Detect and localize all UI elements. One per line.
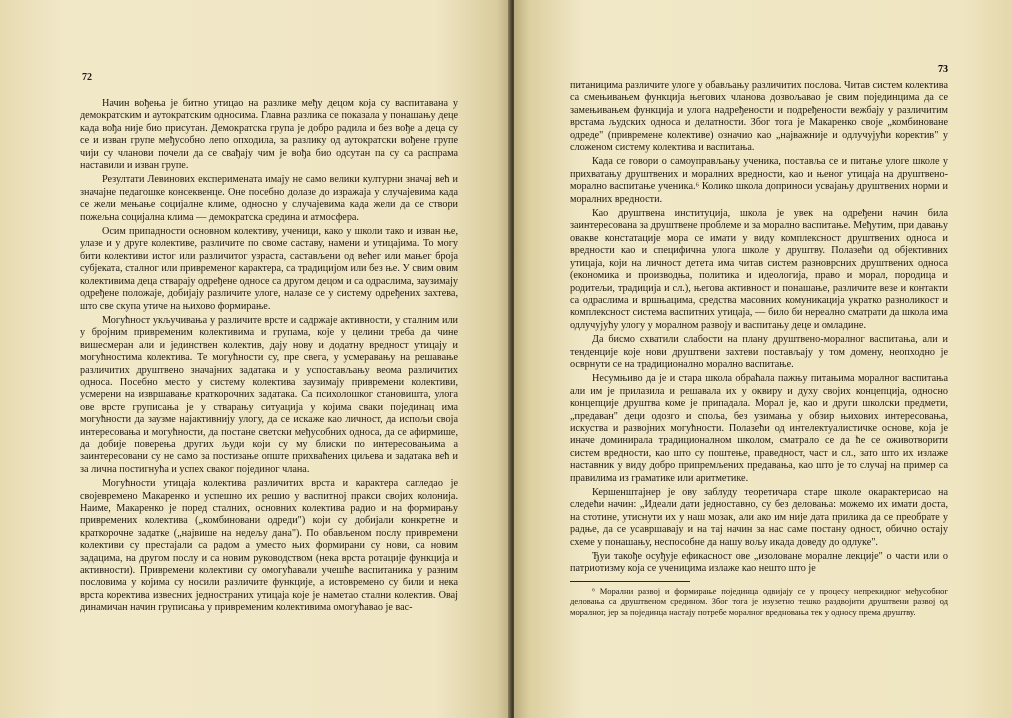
paragraph: Када се говори о самоуправљању ученика, поставља се и питање улоге школе у прихватању друштвених и моралних вредности, као и њеног утицаја на друштвено-морално васпитање ученика.⁶ Колико школа доприноси усвајању друштвених норми и моралних вредности. — [570, 156, 948, 205]
footnote: ⁶ Морални развој и формирање појединца одвијају се у процесу непрекидног међусобног деловања са друштвеном средином. Због тога је изузетно тешко раздвојити друштвени развој од моралног, јер за појединца настају потребе моралног вредновања тек у односу према друштву. — [570, 585, 948, 617]
page-number-right: 73 — [938, 64, 948, 75]
paragraph: Да бисмо схватили слабости на плану друштвено-моралног васпитања, али и тенденције које нови друштвени захтеви постављају у том домену, неопходно је осврнути се на традиционално морално васпитање. — [570, 334, 948, 370]
paragraph: Могућност укључивања у различите врсте и садржаје активности, у сталним или у бројним привременим колективима и групама, које у целини треба да чине вишесмеран али и јединствен колектив, дају нову и додатну вредност утицају и могућностима колектива. Те могућности су, пре свега, у усмеравању на решавање различитих друштвено значајних задатака и у успостављању веома различитих односа. Посебно место у систему колектива заузимају привремени колективи, усмерени на извршавање краткорочних задатака. Са психолошког становишта, улога ове врсте груписања је у стварању ситуација у којима сваки појединац има могућности да заузме најактивнију улогу, да се искаже као личност, да испољи своја интересовања и могућности, да постане светски међусобних односа, да се афирмише, да добије поверења других људи који су му блиски по интересовањима а заинтересовани су не само за постизање опште прихваћених циљева и задатака већ и за лична постигнућа и успех сваког појединог члана. — [80, 314, 458, 475]
left-page-body — [80, 98, 458, 617]
page-number-left: 72 — [82, 72, 92, 83]
paragraph: Начин вођења је битно утицао на разлике међу децом која су васпитавана у демократским и аутократским односима. Главна разлика се показала у понашању деце када вођа није био присутан. Демократска група је добро радила и без вође а деца су се и изван групе међусобно лепо опходила, за разлику од аутократски вођене групе чији су чланови почели да се свађају чим је вођа био одсутан па су са распрама наставили и изван групе. — [80, 98, 458, 172]
paragraph: Резултати Левинових експеримената имају не само велики културни значај већ и значајне педагошке консеквенце. Оне посебно долазе до изражаја у случајевима када се жели мењање социјалне климе, односно у случајевима када жели да се створи пожељна социјална клима — демократска средина и атмосфера. — [80, 174, 458, 223]
paragraph: Као друштвена институција, школа је увек на одређени начин била заинтересована за друштвене проблеме и за морално васпитање. Међутим, при давању овакве констатације мора се имати у виду комплексност друштвених односа и вредности као и специфична улога школе у друштву. Полазећи од објективних утицаја, који на личност детета има читав систем разноврсних друштвених односа (економика и производња, политика и идеологија, право и морал, породица и родитељи, традиција и сл.), његова активност и понашање, различите везе и контакти са одраслима и вршњацима, средства масовних комуникација укратко разноликост и комплексност система васпитних утицаја, — било би нереално сматрати да школа има одлучујућу улогу у моралном развоју и васпитању деце и омладине. — [570, 208, 948, 331]
paragraph: Ђуи такође осуђује ефикасност ове „изоловане моралне лекције" о части или о патриотизму која се ученицима излаже као нешто што је — [570, 551, 948, 575]
footnote-divider — [570, 581, 690, 582]
paragraph: Могућности утицаја колектива различитих врста и карактера сагледао је својевремено Макаренко и успешно их решио у васпитној пракси својих колонија. Наиме, Макаренко је поред сталних, основних колектива радио и на формирању привремених колектива („комбиновани одреди") који су добијали конкретне и краткорочне задатке („највише на недељу дана"). По обављеном послу привремени колективи су престајали са радом а уместо њих формирани су нови, са новим задацима, на другом послу и са новим руководством (нека врста ротације функција и активности). Привремени колективи су омогућавали учешће васпитаника у разним пословима у којима су носили различите функције, а истовремено су били и нека врста коректива извесних једностраних утицаја које је наметао стални колектив. Овај динамичан начин груписања у привременим колективима омогућавао је вас- — [80, 478, 458, 614]
paragraph: Несумњиво да је и стара школа обраћала пажњу питањима моралног васпитања али им је прилазила и решавала их у оквиру и духу својих концепција, односно концепције друштва коме је припадала. Морал је, као и други школски предмети, „предаван" деци одозго и споља, без узимања у обзир њихових интересовања, искуства и развојних могућности. Полазећи од интелектуалистичке основе, која је иначе доминирала традиционалном школом, сматрало се да ће се оживотворити систем вредности, као што су поштење, праведност, част и сл., зато што их излаже наставник у виду добро припремљених предавања, као што је то случај на пример са правилима из граматике или аритметике. — [570, 373, 948, 484]
right-page-body — [570, 80, 948, 619]
paragraph: Кершенштајнер је ову заблуду теоретичара старе школе окарактерисао на следећи начин: „Идеали дати једноставно, су без деловања: можемо их имати доста, на стотине, утиснути их у наш мозак, али ако им није дата прилика да се преобрате у радње, да се усавршавају и на тај начин за нас саме постану одност, обично остају схеме у понашању, неспособне да нашу вољу икада доведу до одлуке". — [570, 487, 948, 548]
paragraph: Осим припадности основном колективу, ученици, како у школи тако и изван ње, улазе и у друге колективе, различите по своме саставу, намени и утицајима. То могу бити колективи истог или различитог узраста, састављени од већег или мањег броја субјеката, сталног или привременог карактера, са традицијом или без ње. У свим овим колективима деца стварају одређене односе са другом децом и са одраслима, заузимају одређене положаје, добијају различите улоге, налазе се у систему одређених захтева, што све скупа утиче на њихово формирање. — [80, 226, 458, 312]
paragraph: питаницима различите улоге у обављању различитих послова. Читав систем колектива са смењивањем функција његових чланова дозвољавао је свим појединцима да се замењивањем функција и улога надређености и подређености вежбају у различитим врстама људских односа и делатности. Због тога је Макаренко своје „комбиноване одреде" (привремене колективе) означио као „најважније и одлучујући коректив" у сложеном систему колектива и васпитања. — [570, 80, 948, 154]
right-page — [514, 0, 1012, 718]
